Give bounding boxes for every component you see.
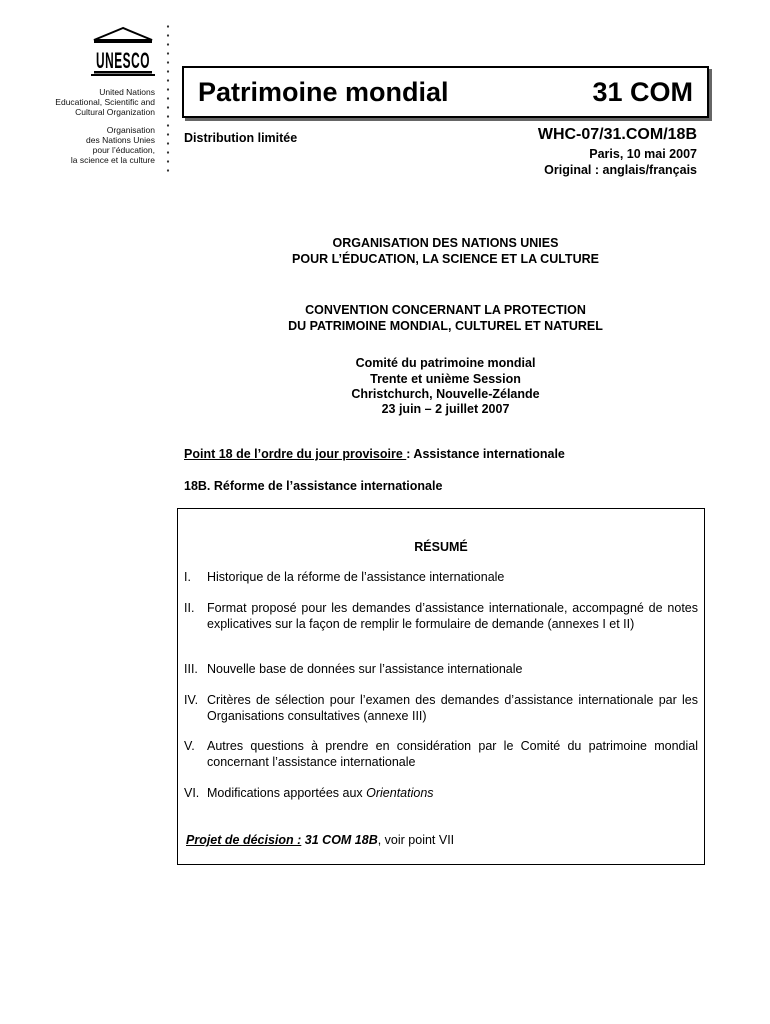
convention-line: CONVENTION CONCERNANT LA PROTECTION (305, 303, 586, 317)
draft-decision-code: 31 COM 18B (301, 833, 378, 847)
summary-item (184, 601, 698, 632)
document-title: Patrimoine mondial (198, 77, 449, 107)
org-fr-line: pour l’éducation, (92, 145, 155, 155)
summary-item-number: VI. (184, 786, 200, 800)
summary-item-number: II. (184, 601, 195, 615)
summary-item (184, 662, 698, 678)
summary-item-number: V. (184, 739, 195, 753)
org-fr-line: Organisation (106, 125, 155, 135)
summary-item-text: Historique de la réforme de l’assistance internationale (207, 570, 505, 584)
organization-name-english (55, 87, 155, 117)
committee-line: Christchurch, Nouvelle-Zélande (351, 387, 540, 401)
summary-item-text (207, 786, 698, 802)
summary-item-text: Autres questions à prendre en considération par le Comité du patrimoine mondial concernant l’assistance internationale (207, 739, 698, 769)
agenda-subitem: 18B. Réforme de l’assistance internationale (184, 479, 443, 493)
logo-wordmark: UNESCO (96, 48, 150, 73)
summary-item-text-italic: Orientations (366, 786, 434, 800)
session-code: 31 COM (592, 77, 693, 107)
convention-line: DU PATRIMOINE MONDIAL, CULTUREL ET NATUREL (288, 319, 603, 333)
org-en-line: Cultural Organization (75, 107, 155, 117)
org-fr-line: la science et la culture (70, 155, 155, 165)
summary-item-number: I. (184, 570, 191, 584)
draft-decision (186, 833, 454, 847)
organisation-line: POUR L’ÉDUCATION, LA SCIENCE ET LA CULTURE (292, 252, 599, 266)
dotted-divider (166, 22, 170, 172)
summary-item-text-plain: Modifications apportées aux (207, 786, 367, 800)
summary-item-number: IV. (184, 693, 199, 707)
org-en-line: United Nations (99, 87, 155, 97)
org-en-line: Educational, Scientific and (55, 97, 155, 107)
summary-item-number: III. (184, 662, 198, 676)
summary-item-text: Format proposé pour les demandes d’assistance internationale, accompagné de notes explicatives sur la façon de remplir le formulaire de demande (annexes I et II) (207, 601, 698, 631)
organisation-line: ORGANISATION DES NATIONS UNIES (332, 236, 559, 250)
org-fr-line: des Nations Unies (86, 135, 155, 145)
draft-decision-suffix: , voir point VII (377, 833, 455, 847)
summary-item (184, 739, 698, 770)
committee-line: Comité du patrimoine mondial (355, 356, 536, 370)
summary-item-text: Nouvelle base de données sur l’assistance internationale (207, 662, 523, 676)
agenda-topic: : Assistance internationale (406, 447, 565, 461)
summary-item (184, 786, 698, 802)
agenda-item (184, 447, 565, 461)
document-original-language: Original : anglais/français (544, 163, 697, 177)
document-reference: WHC-07/31.COM/18B (537, 126, 697, 143)
header-box (182, 66, 709, 118)
summary-item (184, 693, 698, 724)
organization-name-french (71, 125, 155, 165)
unesco-logo (88, 26, 158, 76)
committee-line: Trente et unième Session (370, 372, 521, 386)
summary-box (177, 508, 705, 865)
agenda-point: Point 18 de l’ordre du jour provisoire (184, 447, 407, 461)
summary-item (184, 570, 698, 586)
summary-title: RÉSUMÉ (414, 540, 468, 554)
summary-item-text: Critères de sélection pour l’examen des demandes d’assistance internationale par les Organisations consultatives (annexe III) (207, 693, 698, 723)
committee-line: 23 juin – 2 juillet 2007 (381, 402, 510, 416)
distribution-label: Distribution limitée (184, 131, 298, 145)
draft-decision-label: Projet de décision : (186, 833, 302, 847)
document-date: Paris, 10 mai 2007 (589, 147, 697, 161)
